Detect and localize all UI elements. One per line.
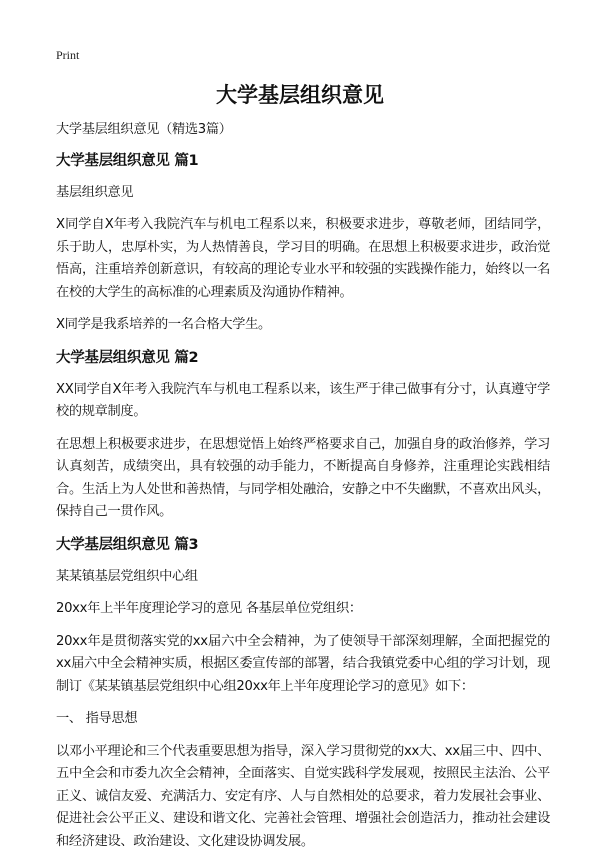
section-heading: 大学基层组织意见 篇3 <box>56 534 550 556</box>
document-body <box>56 119 550 853</box>
section-heading: 大学基层组织意见 篇1 <box>56 150 550 172</box>
subheading-paragraph: 一、 指导思想 <box>56 708 550 731</box>
paragraph: 在思想上积极要求进步，在思想觉悟上始终严格要求自己，加强自身的政治修养，学习认真刻苦，成绩突出，具有较强的动手能力，不断提高自身修养，注重理论实践相结合。生活上为人处世和善热情，与同学相处融洽，安静之中不失幽默，不喜欢出风头，保持自己一贯作风。 <box>56 434 550 524</box>
page-title: 大学基层组织意见 <box>56 81 544 109</box>
section-heading: 大学基层组织意见 篇2 <box>56 347 550 369</box>
intro-line: 大学基层组织意见（精选3篇） <box>56 119 550 142</box>
paragraph: 20xx年是贯彻落实党的xx届六中全会精神，为了使领导干部深刻理解，全面把握党的xx届六中全会精神实质，根据区委宣传部的部署，结合我镇党委中心组的学习计划，现制订《某某镇基层党组织中心组20xx年上半年度理论学习的意见》如下： <box>56 631 550 699</box>
paragraph: 以邓小平理论和三个代表重要思想为指导，深入学习贯彻党的xx大、xx届三中、四中、五中全会和市委九次全会精神，全面落实、自觉实践科学发展观，按照民主法治、公平正义、诚信友爱、充满活力、安定有序、人与自然相处的总要求，着力发展社会事业、促进社会公平正义、建设和谐文化、完善社会管理、增强社会创造活力，推动社会建设和经济建设、政治建设、文化建设协调发展。 <box>56 741 550 853</box>
paragraph: 某某镇基层党组织中心组 <box>56 566 550 589</box>
paragraph: 基层组织意见 <box>56 182 550 205</box>
paragraph: 20xx年上半年度理论学习的意见 各基层单位党组织： <box>56 598 550 621</box>
paragraph: X同学自X年考入我院汽车与机电工程系以来，积极要求进步，尊敬老师，团结同学，乐于助人，忠厚朴实，为人热情善良，学习目的明确。在思想上积极要求进步，政治觉悟高，注重培养创新意识，有较高的理论专业水平和较强的实践操作能力，始终以一名在校的大学生的高标准的心理素质及沟通协作精神。 <box>56 214 550 304</box>
paragraph: XX同学自X年考入我院汽车与机电工程系以来，该生严于律己做事有分寸，认真遵守学校的规章制度。 <box>56 379 550 424</box>
paragraph: X同学是我系培养的一名合格大学生。 <box>56 314 550 337</box>
print-link[interactable]: Print <box>56 47 79 63</box>
